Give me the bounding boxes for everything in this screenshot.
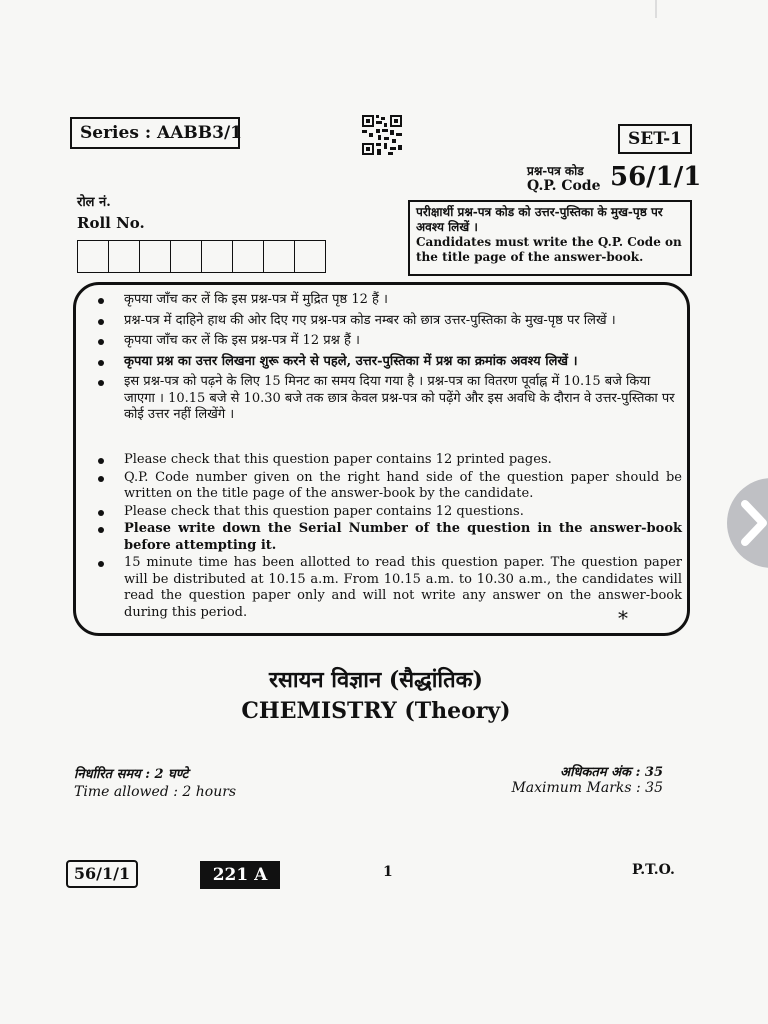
page-number: 1 <box>383 864 393 880</box>
series-label: Series : AABB3/1 <box>70 117 240 149</box>
roll-box <box>77 240 109 273</box>
bullet <box>98 561 104 567</box>
instruction-text: Please check that this question paper contains 12 questions. <box>124 503 524 519</box>
bullet <box>98 298 104 304</box>
instruction-text: Q.P. Code number given on the right hand side of the question paper should be written on the title page of the answer-book by the candidate. <box>124 469 682 501</box>
roll-box <box>294 240 326 273</box>
instruction-item <box>92 470 682 503</box>
pto-label: P.T.O. <box>632 862 675 878</box>
qp-code-value: 56/1/1 <box>610 162 702 192</box>
note-hindi: परीक्षार्थी प्रश्न-पत्र कोड को उत्तर-पुस्तिका के मुख-पृष्ठ पर अवश्य लिखें । <box>416 205 663 234</box>
roll-label-hindi: रोल नं. <box>77 195 111 210</box>
qr-code-icon <box>362 115 402 155</box>
instructions-hindi <box>92 292 682 428</box>
time-allowed-english: Time allowed : 2 hours <box>74 784 237 800</box>
instruction-text: Please write down the Serial Number of the question in the answer-book before attempting it. <box>124 521 682 553</box>
star-mark: * <box>618 606 628 630</box>
footer-code-a: 221 A <box>200 861 280 889</box>
roll-box <box>139 240 171 273</box>
roll-box <box>108 240 140 273</box>
time-allowed-hindi: निर्धारित समय : 2 घण्टे <box>74 767 189 782</box>
bullet <box>98 510 104 516</box>
chevron-right-icon <box>739 500 768 546</box>
max-marks-hindi: अधिकतम अंक : 35 <box>560 765 663 780</box>
instruction-text: कृपया जाँच कर लें कि इस प्रश्न-पत्र में 12 प्रश्न हैं । <box>124 333 360 348</box>
instruction-text: कृपया प्रश्न का उत्तर लिखना शुरू करने से पहले, उत्तर-पुस्तिका में प्रश्न का क्रमांक अवश्य लिखें । <box>124 353 578 369</box>
instruction-item <box>92 292 682 309</box>
roll-box <box>201 240 233 273</box>
instruction-item <box>92 504 682 521</box>
note-english: Candidates must write the Q.P. Code on the title page of the answer-book. <box>416 235 682 264</box>
roll-label-english: Roll No. <box>77 214 145 232</box>
instruction-item <box>92 555 682 621</box>
footer-code: 56/1/1 <box>66 860 138 888</box>
instruction-item <box>92 313 682 330</box>
qp-code-note <box>408 200 692 276</box>
bullet <box>98 339 104 345</box>
set-label: SET-1 <box>618 124 692 154</box>
instruction-item <box>92 374 682 424</box>
qp-code-label-hindi: प्रश्न-पत्र कोड <box>527 164 584 178</box>
instruction-text: 15 minute time has been allotted to read this question paper. The question paper will be distributed at 10.15 a.m. From 10.15 a.m. to 10.30 a.m., the candidates will read the question paper only and will not write any answer on the answer-book during this period. <box>124 555 682 620</box>
instruction-text: इस प्रश्न-पत्र को पढ़ने के लिए 15 मिनट का समय दिया गया है । प्रश्न-पत्र का वितरण पूर्वाह्न में 10.15 बजे किया जाएगा । 10.15 बजे से 10.30 बजे तक छात्र केवल प्रश्न-पत्र को पढ़ेंगे और इस अवधि के दौरान वे उत्तर-पुस्तिका पर कोई उत्तर नहीं लिखेंगे । <box>124 374 675 422</box>
bullet <box>98 527 104 533</box>
max-marks-english: Maximum Marks : 35 <box>511 780 663 796</box>
bullet <box>98 360 104 366</box>
instruction-item <box>92 452 682 469</box>
bullet <box>98 476 104 482</box>
roll-box <box>170 240 202 273</box>
subject-title-english: CHEMISTRY (Theory) <box>241 698 511 724</box>
roll-number-boxes <box>77 240 325 273</box>
instruction-text: प्रश्न-पत्र में दाहिने हाथ की ओर दिए गए प्रश्न-पत्र कोड नम्बर को छात्र उत्तर-पुस्तिका के मुख-पृष्ठ पर लिखें । <box>124 312 616 328</box>
instruction-text: कृपया जाँच कर लें कि इस प्रश्न-पत्र में मुद्रित पृष्ठ 12 हैं । <box>124 292 388 307</box>
instruction-item <box>92 333 682 350</box>
roll-box <box>232 240 264 273</box>
bullet <box>98 319 104 325</box>
instruction-text: Please check that this question paper contains 12 printed pages. <box>124 452 552 467</box>
next-page-button[interactable] <box>727 478 768 568</box>
subject-title-hindi: रसायन विज्ञान (सैद्धांतिक) <box>269 667 483 693</box>
qp-code-label-english: Q.P. Code <box>527 178 601 194</box>
roll-box <box>263 240 295 273</box>
bullet <box>98 458 104 464</box>
instructions-english <box>92 452 682 622</box>
instruction-item <box>92 521 682 554</box>
instruction-item <box>92 354 682 371</box>
page-edge <box>655 0 657 18</box>
bullet <box>98 380 104 386</box>
